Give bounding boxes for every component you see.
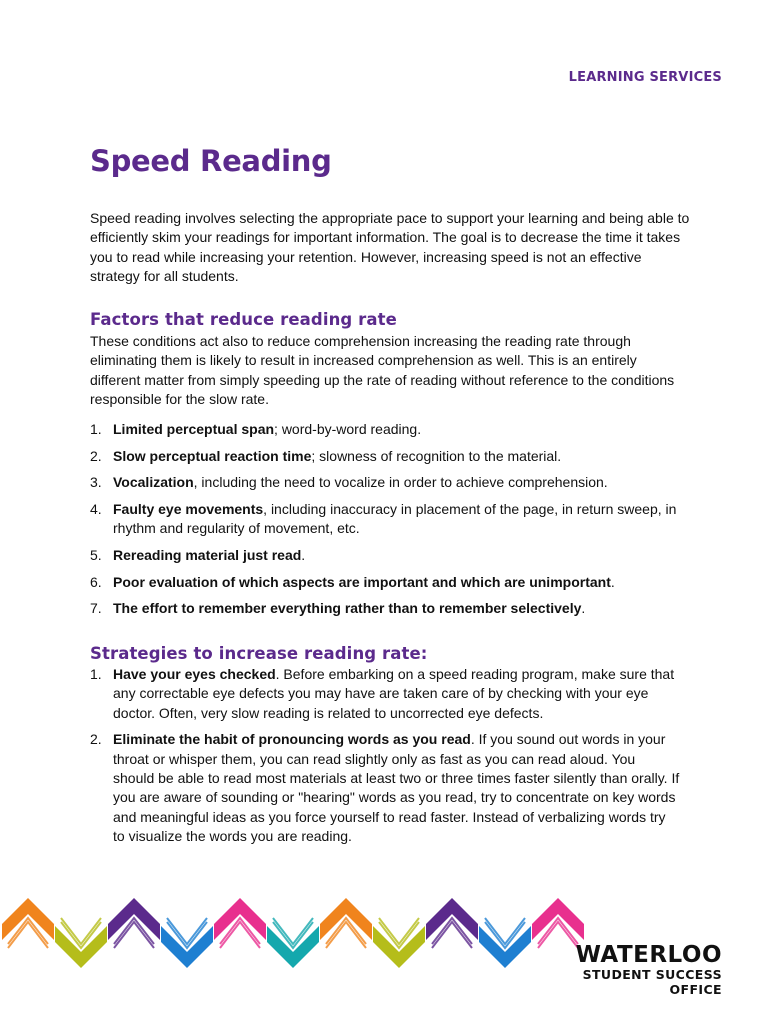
factors-heading: Factors that reduce reading rate	[90, 310, 397, 329]
list-item: 7. The effort to remember everything rather than to remember selectively.	[90, 600, 586, 617]
strategies-heading: Strategies to increase reading rate:	[90, 644, 428, 663]
list-item: 2. Slow perceptual reaction time; slowness of recognition to the material.	[90, 447, 562, 464]
factors-paragraph: These conditions act also to reduce comprehension increasing the reading rate through eliminating them is likely to result in increased comprehension as well. This is an entirely different matter from simply speeding up the rate of reading without reference to the conditions responsible for the slow rate.	[90, 333, 675, 407]
list-item: 6. Poor evaluation of which aspects are important and which are unimportant.	[90, 573, 615, 590]
list-item: 4. Faulty eye movements, including inaccuracy in placement of the page, in return sweep, in rhythm and regularity of movement, etc.	[90, 501, 677, 537]
header-label: LEARNING SERVICES	[568, 70, 722, 85]
factors-list	[90, 420, 680, 626]
waterloo-logo	[576, 943, 722, 997]
list-item: 1. Have your eyes checked. Before embarking on a speed reading program, make sure that any correctable eye defects you may have are taken care of by checking with your eye doctor. Often, very slow reading is related to uncorrected eye defects.	[90, 666, 675, 721]
chevron-banner	[0, 886, 600, 986]
logo-subtitle-line1: STUDENT SUCCESS	[582, 967, 722, 982]
list-item: 2. Eliminate the habit of pronouncing words as you read. If you sound out words in your throat or whisper them, you can read slightly only as fast as you can read aloud. You should be able to read most materials at least two or three times faster silently than orally. If you are aware of sounding or "hearing" words as you read, try to concentrate on key words and meaningful ideas as you force yourself to read faster. Instead of verbalizing words try to visualize the words you are reading.	[90, 731, 680, 844]
list-item: 5. Rereading material just read.	[90, 547, 306, 564]
logo-subtitle-line2: OFFICE	[669, 982, 722, 997]
strategies-list	[90, 665, 680, 854]
list-item: 1. Limited perceptual span; word-by-word reading.	[90, 421, 422, 437]
list-item: 3. Vocalization, including the need to vocalize in order to achieve comprehension.	[90, 474, 608, 491]
intro-paragraph: Speed reading involves selecting the appropriate pace to support your learning and being able to efficiently skim your readings for important information. The goal is to decrease the time it takes you to read while increasing your retention. However, increasing speed is not an effective strategy for all students.	[90, 210, 690, 284]
page-title: Speed Reading	[90, 144, 332, 178]
logo-main-text: WATERLOO	[575, 942, 722, 968]
